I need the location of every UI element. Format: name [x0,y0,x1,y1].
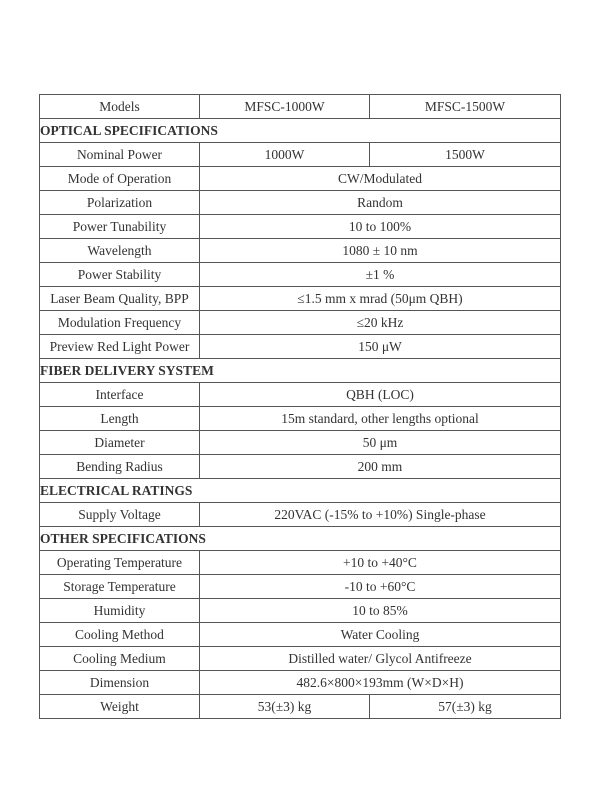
row-label: Preview Red Light Power [40,335,200,359]
table-row [40,263,561,287]
table-row [40,239,561,263]
row-label: Power Stability [40,263,200,287]
section-title-electrical: ELECTRICAL RATINGS [40,479,561,503]
row-label: Cooling Medium [40,647,200,671]
models-label: Models [40,95,200,119]
table-row [40,335,561,359]
row-value: 220VAC (-15% to +10%) Single-phase [200,503,561,527]
row-value: Random [200,191,561,215]
specifications-table [39,94,561,719]
row-label: Wavelength [40,239,200,263]
row-value: 1080 ± 10 nm [200,239,561,263]
row-value: ≤20 kHz [200,311,561,335]
row-value: -10 to +60°C [200,575,561,599]
row-label: Bending Radius [40,455,200,479]
table-row [40,695,561,719]
row-value: +10 to +40°C [200,551,561,575]
row-label: Operating Temperature [40,551,200,575]
table-row [40,407,561,431]
section-title-other: OTHER SPECIFICATIONS [40,527,561,551]
table-row [40,311,561,335]
table-row [40,455,561,479]
row-value: 10 to 85% [200,599,561,623]
table-row [40,575,561,599]
row-value-b: 57(±3) kg [370,695,561,719]
row-value: 15m standard, other lengths optional [200,407,561,431]
row-label: Nominal Power [40,143,200,167]
row-label: Supply Voltage [40,503,200,527]
section-electrical [40,479,561,503]
row-label: Dimension [40,671,200,695]
section-title-optical: OPTICAL SPECIFICATIONS [40,119,561,143]
row-value: 10 to 100% [200,215,561,239]
row-label: Laser Beam Quality, BPP [40,287,200,311]
row-label: Polarization [40,191,200,215]
table-row [40,287,561,311]
table-row [40,551,561,575]
row-value: ±1 % [200,263,561,287]
row-value: Distilled water/ Glycol Antifreeze [200,647,561,671]
model-a-name: MFSC-1000W [200,95,370,119]
section-fiber [40,359,561,383]
row-label: Humidity [40,599,200,623]
section-other [40,527,561,551]
row-value-a: 1000W [200,143,370,167]
section-optical [40,119,561,143]
row-value: 482.6×800×193mm (W×D×H) [200,671,561,695]
table-row [40,215,561,239]
row-label: Cooling Method [40,623,200,647]
table-row [40,623,561,647]
row-label: Interface [40,383,200,407]
row-value-b: 1500W [370,143,561,167]
row-value: 150 μW [200,335,561,359]
row-value: ≤1.5 mm x mrad (50μm QBH) [200,287,561,311]
row-label: Mode of Operation [40,167,200,191]
table-row [40,503,561,527]
row-value-a: 53(±3) kg [200,695,370,719]
model-b-name: MFSC-1500W [370,95,561,119]
row-label: Power Tunability [40,215,200,239]
section-title-fiber: FIBER DELIVERY SYSTEM [40,359,561,383]
row-label: Length [40,407,200,431]
row-label: Weight [40,695,200,719]
table-row [40,647,561,671]
table-row [40,383,561,407]
table-row [40,671,561,695]
row-value: CW/Modulated [200,167,561,191]
row-value: QBH (LOC) [200,383,561,407]
row-value: 50 μm [200,431,561,455]
row-value: Water Cooling [200,623,561,647]
table-row [40,191,561,215]
table-row-models [40,95,561,119]
row-label: Storage Temperature [40,575,200,599]
table-row [40,599,561,623]
table-row [40,143,561,167]
row-label: Diameter [40,431,200,455]
table-row [40,431,561,455]
row-value: 200 mm [200,455,561,479]
table-row [40,167,561,191]
row-label: Modulation Frequency [40,311,200,335]
